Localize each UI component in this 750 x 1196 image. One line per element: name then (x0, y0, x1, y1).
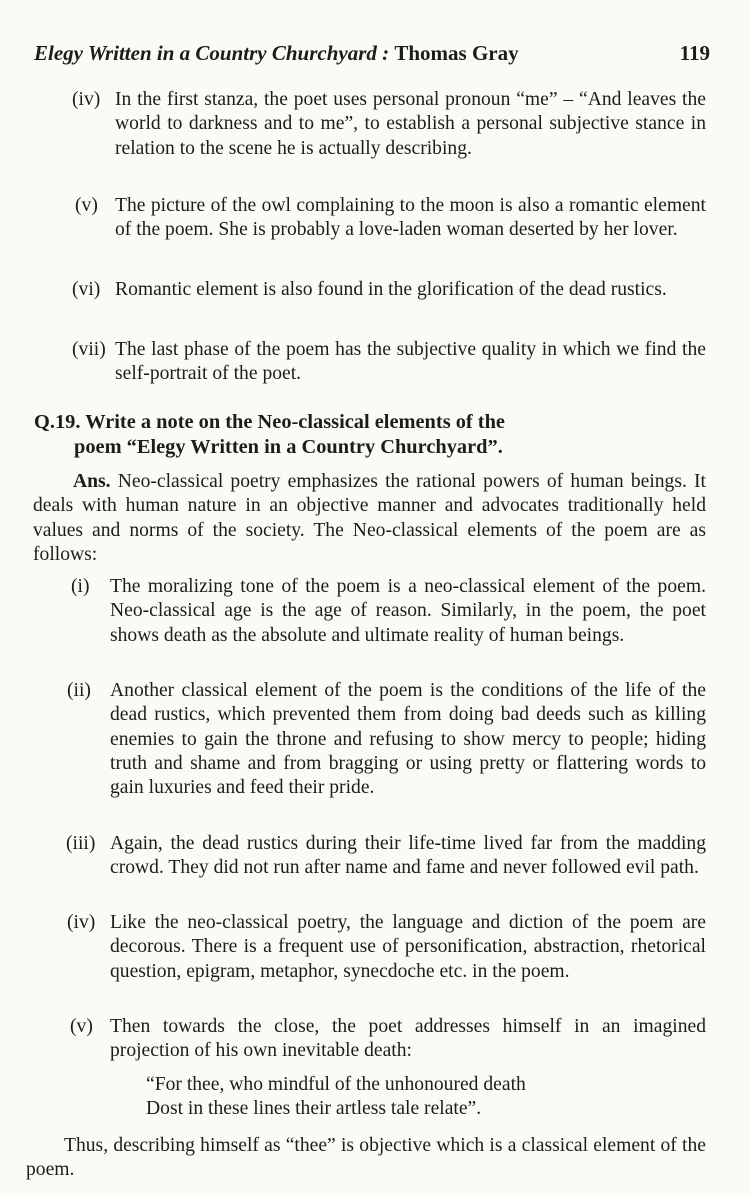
list-item (72, 338, 706, 387)
item-text: The moralizing tone of the poem is a neo-classical element of the poem. Neo-classical age is the age of reason. Similarly, in the poem, the poet shows death as the absolute and ultimate reality of human beings. (110, 576, 706, 646)
item-text: Then towards the close, the poet addresses himself in an imagined projection of his own inevitable death: (110, 1016, 706, 1062)
answer-label: Ans. (73, 471, 111, 492)
list-item (67, 911, 706, 984)
item-number: (vi) (72, 279, 101, 300)
item-number: (i) (71, 576, 90, 597)
running-header (34, 40, 710, 66)
question-number: Q.19. (34, 411, 81, 433)
list-item (67, 575, 706, 648)
item-number: (v) (75, 195, 98, 216)
item-number: (iv) (72, 89, 101, 110)
list-item (72, 278, 706, 302)
poem-quote-line-2: Dost in these lines their artless tale relate”. (146, 1098, 482, 1119)
list-item (67, 1015, 706, 1064)
answer-text: Neo-classical poetry emphasizes the rational powers of human beings. It deals with human nature in an objective manner and advocates traditionally held values and norms of the society. The Neo-classical elements of the poem are as follows: (33, 471, 706, 566)
page-number: 119 (679, 41, 710, 65)
question-line-2: poem “Elegy Written in a Country Churchyard”. (74, 435, 503, 458)
conclusion-paragraph: Thus, describing himself as “thee” is objective which is a classical element of the poem. (26, 1135, 706, 1181)
item-number: (iii) (66, 833, 96, 854)
poem-quote-line-1: “For thee, who mindful of the unhonoured death (146, 1074, 526, 1095)
item-number: (iv) (67, 912, 96, 933)
list-item (72, 88, 706, 161)
item-text: The last phase of the poem has the subjective quality in which we find the self-portrait of the poet. (115, 339, 706, 385)
item-text: In the first stanza, the poet uses personal pronoun “me” – “And leaves the world to darkness and to me”, to establish a personal subjective stance in relation to the scene he is actually describing. (115, 89, 706, 159)
item-number: (ii) (67, 680, 91, 701)
answer-intro (33, 470, 706, 568)
item-text: The picture of the owl complaining to the moon is also a romantic element of the poem. She is probably a love-laden woman deserted by her lover. (115, 195, 706, 241)
header-author: Thomas Gray (394, 41, 519, 65)
item-number: (v) (70, 1016, 93, 1037)
item-number: (vii) (72, 339, 106, 360)
question-line-1: Write a note on the Neo-classical elements of the (85, 411, 505, 433)
header-title: Elegy Written in a Country Churchyard : (34, 41, 390, 65)
list-item (72, 194, 706, 243)
item-text: Romantic element is also found in the glorification of the dead rustics. (115, 279, 667, 300)
list-item (67, 679, 706, 800)
question-heading (34, 410, 706, 459)
item-text: Like the neo-classical poetry, the language and diction of the poem are decorous. There is a frequent use of personification, abstraction, rhetorical question, epigram, metaphor, synecdoche etc. in the poem. (110, 912, 706, 982)
list-item (67, 832, 706, 881)
item-text: Again, the dead rustics during their life-time lived far from the madding crowd. They did not run after name and fame and never followed evil path. (110, 833, 706, 879)
item-text: Another classical element of the poem is the conditions of the life of the dead rustics, which prevented them from doing bad deeds such as killing enemies to gain the throne and refusing to show mercy to people; hiding truth and shame and from bragging or using pretty or flattering words to gain luxuries and feed their pride. (110, 680, 706, 799)
